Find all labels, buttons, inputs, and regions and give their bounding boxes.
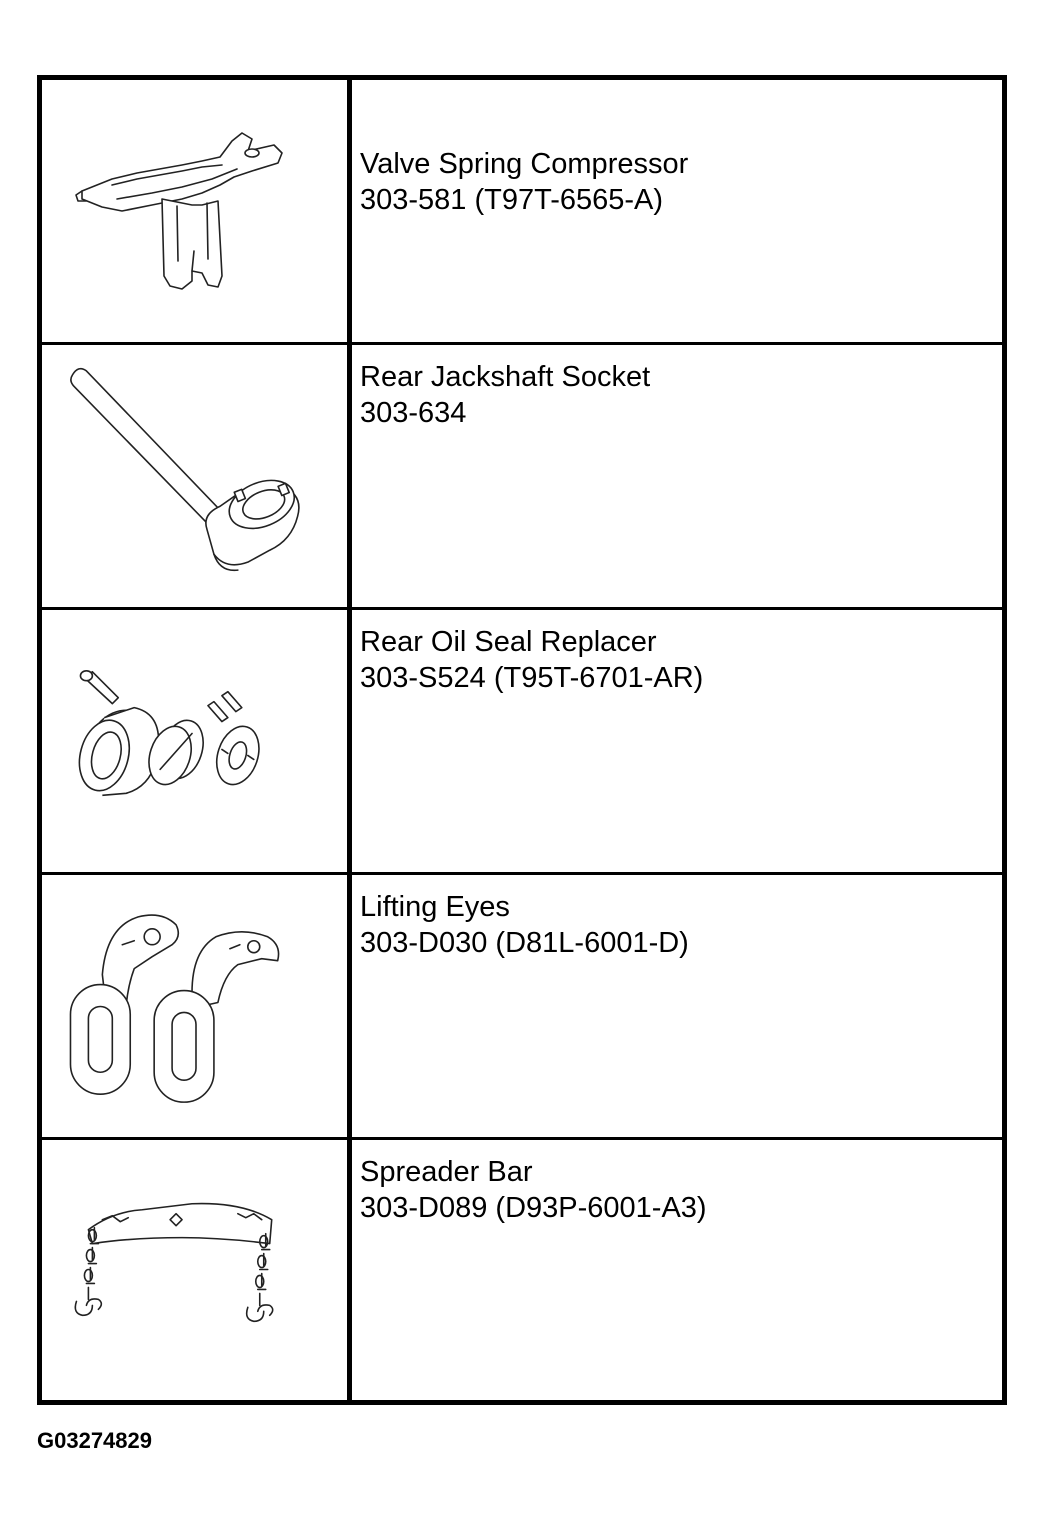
tool-number: 303-581 (T97T-6565-A) [360,184,664,216]
jackshaft-socket-icon [42,345,347,606]
tool-number: 303-S524 (T95T-6701-AR) [360,662,704,694]
tool-row-valve-spring-compressor [42,80,1002,344]
tool-name: Lifting Eyes [360,891,510,923]
oil-seal-replacer-icon [42,610,347,871]
special-tools-table [37,75,1007,1405]
tool-number: 303-D030 (D81L-6001-D) [360,927,689,959]
figure-id: G03274829 [37,1428,152,1453]
tool-description [360,624,990,696]
tool-description [360,1154,990,1226]
spreader-bar-icon [42,1140,347,1401]
tool-row-rear-oil-seal-replacer [42,607,1002,871]
tool-number: 303-D089 (D93P-6001-A3) [360,1192,707,1224]
tool-number: 303-634 [360,397,467,429]
tool-row-spreader-bar [42,1137,1002,1401]
tool-row-lifting-eyes [42,872,1002,1136]
tool-name: Spreader Bar [360,1156,533,1188]
tool-name: Rear Oil Seal Replacer [360,626,657,658]
tool-row-rear-jackshaft-socket [42,342,1002,606]
tool-description [360,359,990,431]
lifting-eyes-icon [42,875,347,1136]
tool-description [360,889,990,961]
tool-name: Valve Spring Compressor [360,148,689,180]
tool-description [360,146,990,218]
tool-name: Rear Jackshaft Socket [360,361,651,393]
valve-spring-compressor-icon [42,80,347,344]
